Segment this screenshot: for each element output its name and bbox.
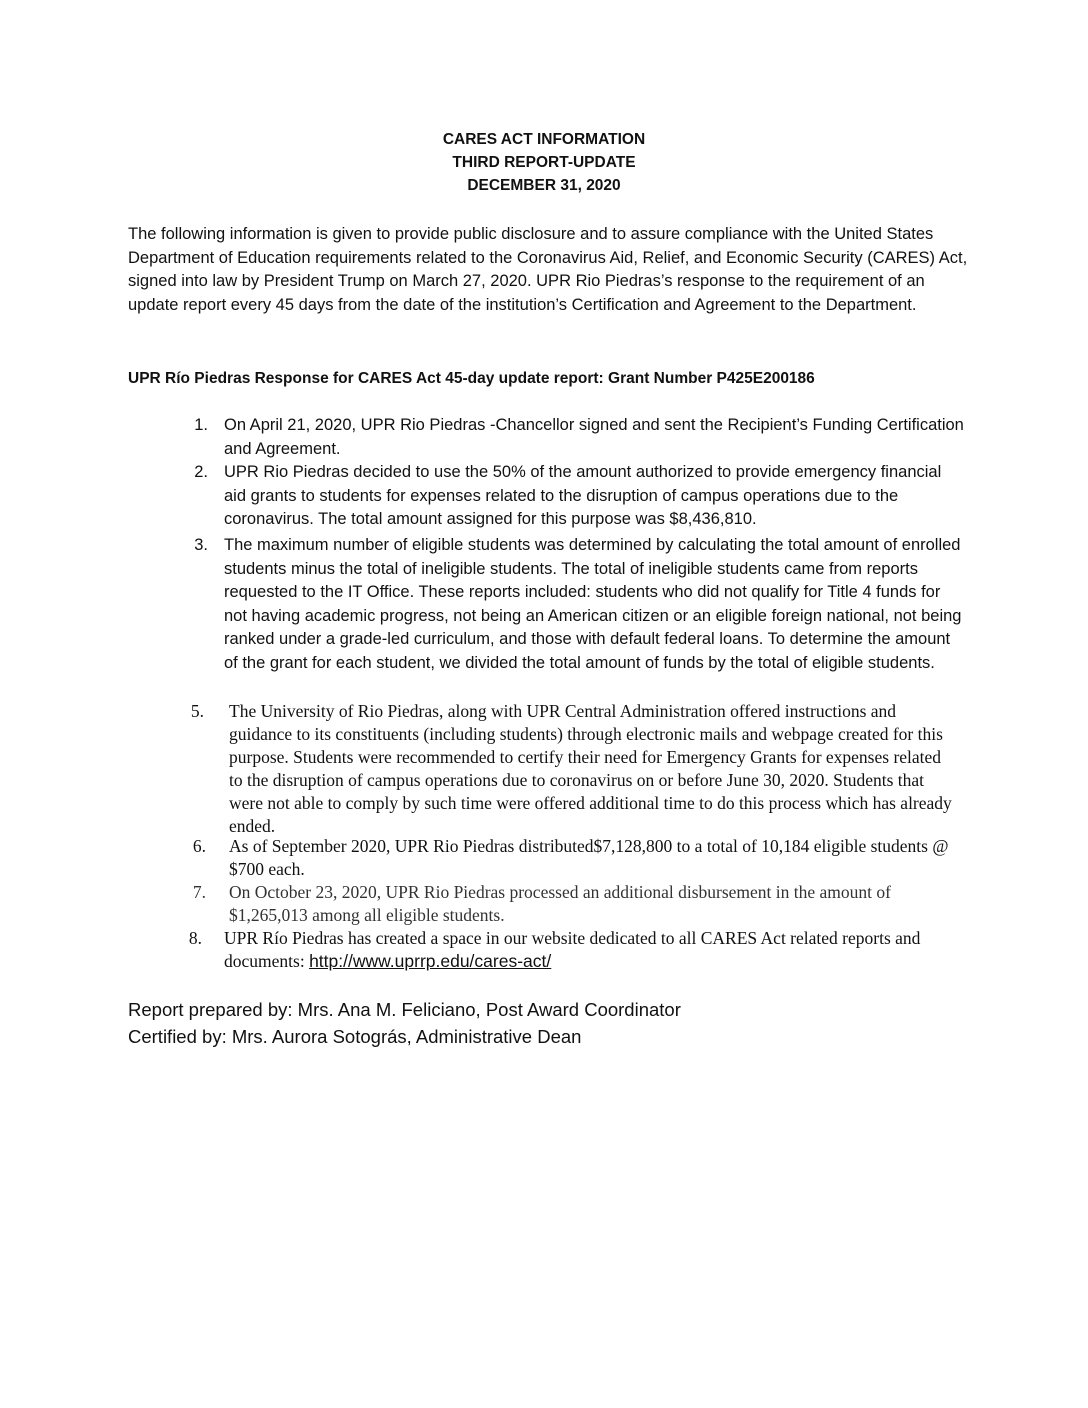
list-text: The University of Rio Piedras, along with UPR Central Administration offered instructions and guidance to its constituents (including students) through electronic mails and webpage created for this purpose. Students were recommended to certify their need for Emergency Grants for expenses related to the disruption of campus operations due to coronavirus on or before June 30, 2020. Students that were not able to comply by such time were offered additional time to do this process which has already ended. <box>229 701 952 836</box>
list-text: On October 23, 2020, UPR Rio Piedras processed an additional disbursement in the amount of $1,265,013 among all eligible students. <box>229 882 891 925</box>
intro-paragraph: The following information is given to provide public disclosure and to assure compliance with the United States Department of Education requirements related to the Coronavirus Aid, Relief, and Economic Security (CARES) Act, signed into law by President Trump on March 27, 2020. UPR Rio Piedras’s response to the requirement of an update report every 45 days from the date of the institution’s Certification and Agreement to the Department. <box>128 225 968 314</box>
title-line-2: THIRD REPORT-UPDATE <box>452 154 636 171</box>
list-number: 1. <box>194 416 208 434</box>
list-text: UPR Rio Piedras decided to use the 50% of the amount authorized to provide emergency financial aid grants to students for expenses related to the disruption of campus operations due to the coronavirus. The total amount assigned for this purpose was $8,436,810. <box>224 463 942 528</box>
list-number: 5. <box>190 701 204 721</box>
list-text: The maximum number of eligible students was determined by calculating the total amount of enrolled students minus the total of ineligible students. The total of ineligible students came from reports requested to the IT Office. These reports included: students who did not qualify for Title 4 funds for not having academic progress, not being an American citizen or an eligible foreign national, not being ranked under a grade-led curriculum, and those with default federal loans. To determine the amount of the grant for each student, we divided the total amount of funds by the total of eligible students. <box>224 536 962 672</box>
list-number: 7. <box>192 882 206 902</box>
report-footer <box>128 996 928 1050</box>
title-line-1: CARES ACT INFORMATION <box>442 131 646 148</box>
list-number: 2. <box>194 463 208 481</box>
list-text: On April 21, 2020, UPR Rio Piedras -Chancellor signed and sent the Recipient’s Funding Certification and Agreement. <box>224 416 964 458</box>
list-text <box>224 927 964 973</box>
report-title <box>0 128 1088 197</box>
list-text: As of September 2020, UPR Rio Piedras distributed$7,128,800 to a total of 10,184 eligible students @ $700 each. <box>229 836 949 879</box>
cares-act-link[interactable]: http://www.uprrp.edu/cares-act/ <box>309 951 552 971</box>
list-number: 6. <box>192 836 206 856</box>
list-number: 3. <box>194 536 208 554</box>
title-line-3: DECEMBER 31, 2020 <box>467 177 621 194</box>
prepared-by: Report prepared by: Mrs. Ana M. Feliciano, Post Award Coordinator <box>128 999 681 1020</box>
certified-by: Certified by: Mrs. Aurora Sotográs, Administrative Dean <box>128 1026 582 1047</box>
list-text-body: UPR Río Piedras has created a space in our website dedicated to all CARES Act related reports and documents: <box>224 928 921 971</box>
section-heading: UPR Río Piedras Response for CARES Act 45-day update report: Grant Number P425E200186 <box>128 370 815 387</box>
list-number: 8. <box>188 928 202 948</box>
